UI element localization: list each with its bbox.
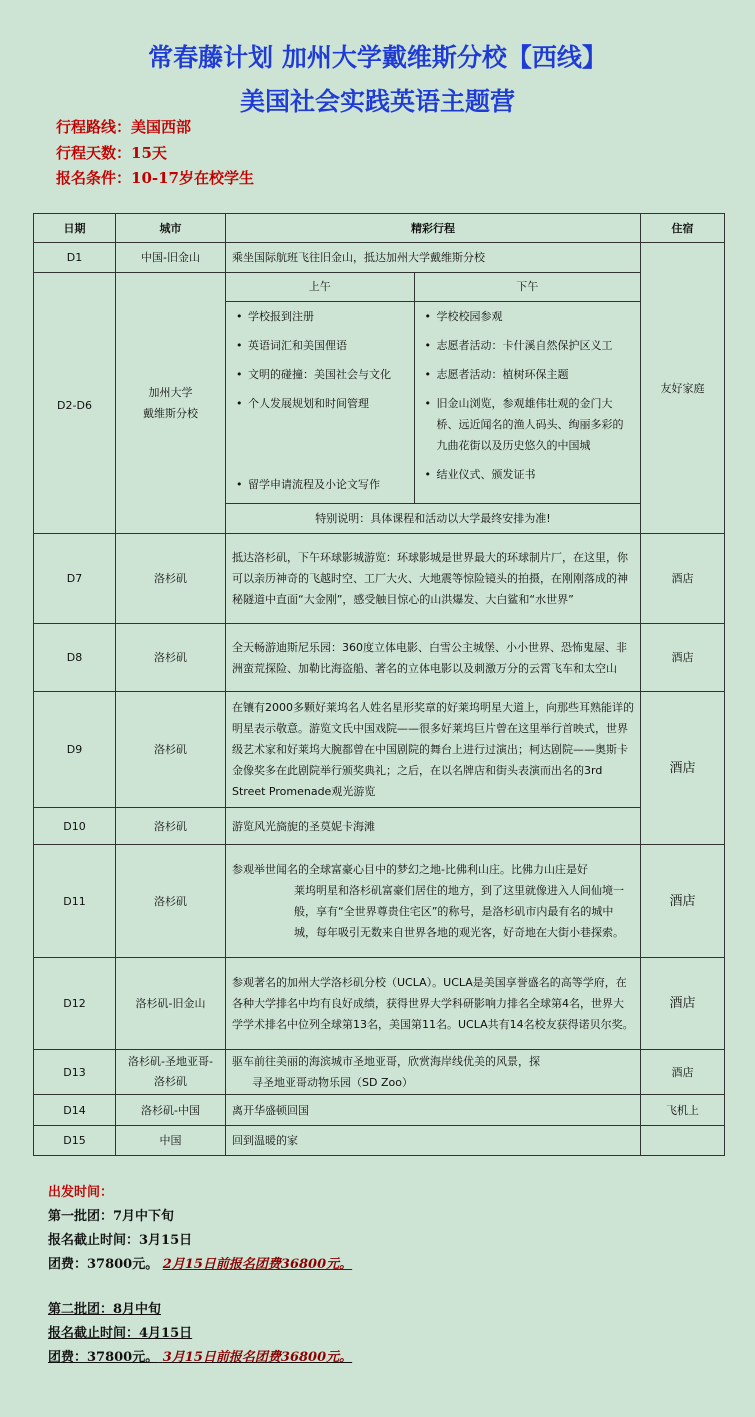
day-cell: D2-D6	[34, 273, 116, 534]
city-cell: 洛杉矶	[116, 845, 226, 958]
lodging-cell: 酒店	[641, 692, 725, 845]
header-date: 日期	[34, 214, 116, 243]
table-row	[34, 958, 725, 1050]
schedule-cell	[226, 273, 641, 534]
table-row	[34, 1126, 725, 1156]
route-info: 行程路线：美国西部	[56, 118, 192, 136]
fee-text: 团费：37800元。	[48, 1257, 159, 1272]
depart-label: 出发时间：	[48, 1185, 114, 1200]
list-item: • 文明的碰撞：美国社会与文化	[232, 364, 408, 385]
list-item: • 学校报到注册	[232, 306, 408, 327]
table-row	[34, 692, 725, 808]
city-cell	[116, 273, 226, 534]
city-line: 洛杉矶-圣地亚哥-	[128, 1055, 213, 1068]
eligibility-info: 报名条件：10-17岁在校学生	[56, 169, 254, 187]
batch1-fee	[48, 1253, 352, 1272]
city-cell: 洛杉矶-中国	[116, 1095, 226, 1126]
itinerary-cell: 抵达洛杉矶，下午环球影城游览：环球影城是世界最大的环球制片厂，在这里，你可以亲历神奇的飞越时空、工厂大火、大地震等惊险镜头的拍摄，在刚刚落成的神秘隧道中直面“大金刚”，感受触目惊心的山洪爆发、大白鲨和“水世界”	[226, 534, 641, 624]
table-row	[34, 534, 725, 624]
day-cell: D12	[34, 958, 116, 1050]
city-cell: 洛杉矶	[116, 534, 226, 624]
itinerary-cell	[226, 1050, 641, 1095]
itinerary-cell: 在镶有2000多颗好莱坞名人姓名星形奖章的好莱坞明星大道上，向那些耳熟能详的明星表示敬意。游览文氏中国戏院——很多好莱坞巨片曾在这里举行首映式，世界级艺术家和好莱坞大腕都曾在中国剧院的舞台上进行过演出；柯达剧院——奥斯卡金像奖多在此剧院举行颁奖典礼；之后，在以名牌店和街头表演而出名的3rd Street Promenade观光游览	[226, 692, 641, 808]
itinerary-text: 参观举世闻名的全球富豪心目中的梦幻之地-比佛利山庄。比佛力山庄是好	[232, 863, 588, 876]
table-row	[34, 624, 725, 692]
page-subtitle: 美国社会实践英语主题营	[239, 87, 515, 116]
day-cell: D1	[34, 243, 116, 273]
day-cell: D7	[34, 534, 116, 624]
list-item: • 旧金山浏览，参观雄伟壮观的金门大桥、远近闻名的渔人码头、绚丽多彩的九曲花街以及历史悠久的中国城	[421, 393, 635, 456]
fee-text: 团费：37800元。	[48, 1350, 159, 1365]
itinerary-cell: 回到温暖的家	[226, 1126, 641, 1156]
batch2-label: 第二批团：8月中旬	[48, 1302, 162, 1317]
day-cell: D11	[34, 845, 116, 958]
city-line: 戴维斯分校	[143, 407, 198, 420]
morning-list	[226, 301, 414, 503]
itinerary-text: 驱车前往美丽的海滨城市圣地亚哥，欣赏海岸线优美的风景，探	[232, 1055, 540, 1068]
early-bird-text: 2月15日前报名团费36800元。	[162, 1257, 353, 1272]
header-city: 城市	[116, 214, 226, 243]
city-line: 加州大学	[148, 386, 193, 399]
itinerary-table	[33, 213, 725, 1156]
morning-label: 上午	[226, 273, 414, 301]
batch2-fee	[48, 1346, 352, 1365]
day-cell: D15	[34, 1126, 116, 1156]
page-title: 常春藤计划 加州大学戴维斯分校【西线】	[148, 43, 607, 72]
list-item: • 志愿者活动：植树环保主题	[421, 364, 635, 385]
special-note: 特别说明：具体课程和活动以大学最终安排为准!	[226, 503, 640, 533]
batch2-deadline: 报名截止时间：4月15日	[48, 1326, 193, 1341]
table-row	[34, 1050, 725, 1095]
table-header-row	[34, 214, 725, 243]
table-row	[34, 243, 725, 273]
city-cell: 洛杉矶	[116, 624, 226, 692]
list-item: • 志愿者活动：卡什溪自然保护区义工	[421, 335, 635, 356]
itinerary-cell: 乘坐国际航班飞往旧金山，抵达加州大学戴维斯分校	[226, 243, 641, 273]
day-cell: D9	[34, 692, 116, 808]
table-row	[34, 1095, 725, 1126]
lodging-cell: 飞机上	[641, 1095, 725, 1126]
afternoon-label: 下午	[414, 273, 640, 301]
schedule-table	[226, 273, 640, 533]
itinerary-text: 寻圣地亚哥动物乐园（SD Zoo）	[252, 1076, 413, 1089]
day-cell: D10	[34, 808, 116, 845]
city-line: 洛杉矶	[154, 1075, 187, 1088]
batch1-deadline: 报名截止时间：3月15日	[48, 1233, 193, 1248]
itinerary-cell: 全天畅游迪斯尼乐园：360度立体电影、白雪公主城堡、小小世界、恐怖鬼屋、非洲蛮荒探险、加勒比海盗船、著名的立体电影以及刺激万分的云霄飞车和太空山	[226, 624, 641, 692]
header-itinerary: 精彩行程	[226, 214, 641, 243]
lodging-cell: 酒店	[641, 624, 725, 692]
itinerary-cell: 游览风光旖旎的圣莫妮卡海滩	[226, 808, 641, 845]
days-info: 行程天数：15天	[56, 144, 167, 162]
itinerary-cell	[226, 845, 641, 958]
itinerary-cell: 离开华盛顿回国	[226, 1095, 641, 1126]
list-item: • 结业仪式、颁发证书	[421, 464, 635, 485]
lodging-cell: 酒店	[641, 958, 725, 1050]
batch1-label: 第一批团：7月中下旬	[48, 1209, 175, 1224]
list-item: • 个人发展规划和时间管理	[232, 393, 408, 414]
day-cell: D8	[34, 624, 116, 692]
itinerary-text: 莱坞明星和洛杉矶富豪们居住的地方，到了这里就像进入人间仙境一般，享有“全世界尊贵住宅区”的称号，是洛杉矶市内最有名的城中城，每年吸引无数来自世界各地的观光客，好奇地在大街小巷探索。	[294, 884, 624, 939]
city-cell: 中国-旧金山	[116, 243, 226, 273]
lodging-cell: 友好家庭	[641, 243, 725, 534]
lodging-cell: 酒店	[641, 534, 725, 624]
city-cell: 中国	[116, 1126, 226, 1156]
table-row	[34, 273, 725, 534]
afternoon-list	[414, 301, 640, 503]
list-item: • 学校校园参观	[421, 306, 635, 327]
early-bird-text: 3月15日前报名团费36800元。	[162, 1350, 353, 1365]
table-row	[34, 845, 725, 958]
city-cell: 洛杉矶	[116, 808, 226, 845]
itinerary-cell: 参观著名的加州大学洛杉矶分校（UCLA）。UCLA是美国享誉盛名的高等学府，在各种大学排名中均有良好成绩，获得世界大学科研影响力排名全球第4名，世界大学学术排名中位列全球第13名，美国第11名。UCLA共有14名校友获得诺贝尔奖。	[226, 958, 641, 1050]
city-cell: 洛杉矶	[116, 692, 226, 808]
lodging-cell: 酒店	[641, 845, 725, 958]
header-lodging: 住宿	[641, 214, 725, 243]
day-cell: D13	[34, 1050, 116, 1095]
lodging-cell	[641, 1126, 725, 1156]
list-item: • 留学申请流程及小论文写作	[232, 474, 408, 495]
list-item: • 英语词汇和美国俚语	[232, 335, 408, 356]
city-cell: 洛杉矶-旧金山	[116, 958, 226, 1050]
city-cell	[116, 1050, 226, 1095]
lodging-cell: 酒店	[641, 1050, 725, 1095]
table-row	[34, 808, 725, 845]
day-cell: D14	[34, 1095, 116, 1126]
